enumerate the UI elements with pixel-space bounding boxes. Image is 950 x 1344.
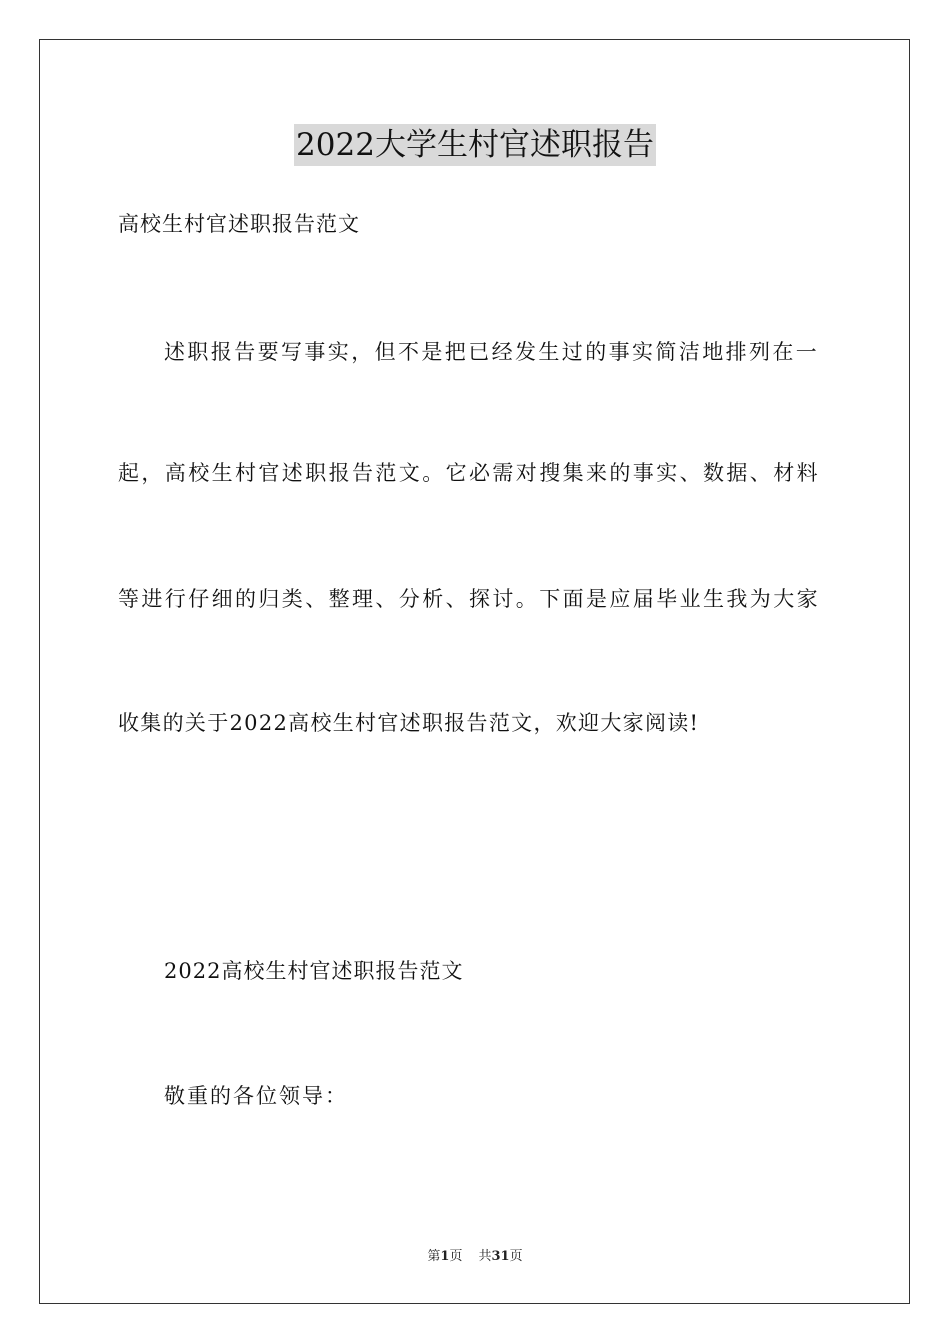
current-page-number: 1: [440, 1249, 450, 1264]
greeting-line: 敬重的各位领导：: [164, 1084, 348, 1108]
paragraph-line-3: 等进行仔细的归类、整理、分析、探讨。下面是应届毕业生我为大家: [118, 587, 820, 611]
paragraph-line-4: 收集的关于2022高校生村官述职报告范文，欢迎大家阅读!: [118, 711, 700, 735]
paragraph-line-1: 述职报告要写事实，但不是把已经发生过的事实简洁地排列在一: [164, 340, 820, 364]
total-prefix: 共: [478, 1249, 492, 1264]
document-subtitle: 高校生村官述职报告范文: [118, 212, 360, 236]
page-footer: [0, 1248, 950, 1266]
section-heading: 2022高校生村官述职报告范文: [164, 959, 464, 983]
document-title: 2022大学生村官述职报告: [294, 124, 656, 166]
title-container: [0, 124, 950, 166]
page-prefix: 第: [427, 1249, 441, 1264]
total-suffix: 页: [509, 1249, 523, 1264]
page-suffix: 页: [449, 1249, 463, 1264]
total-pages-number: 31: [491, 1249, 510, 1264]
paragraph-line-2: 起，高校生村官述职报告范文。它必需对搜集来的事实、数据、材料: [118, 461, 820, 485]
